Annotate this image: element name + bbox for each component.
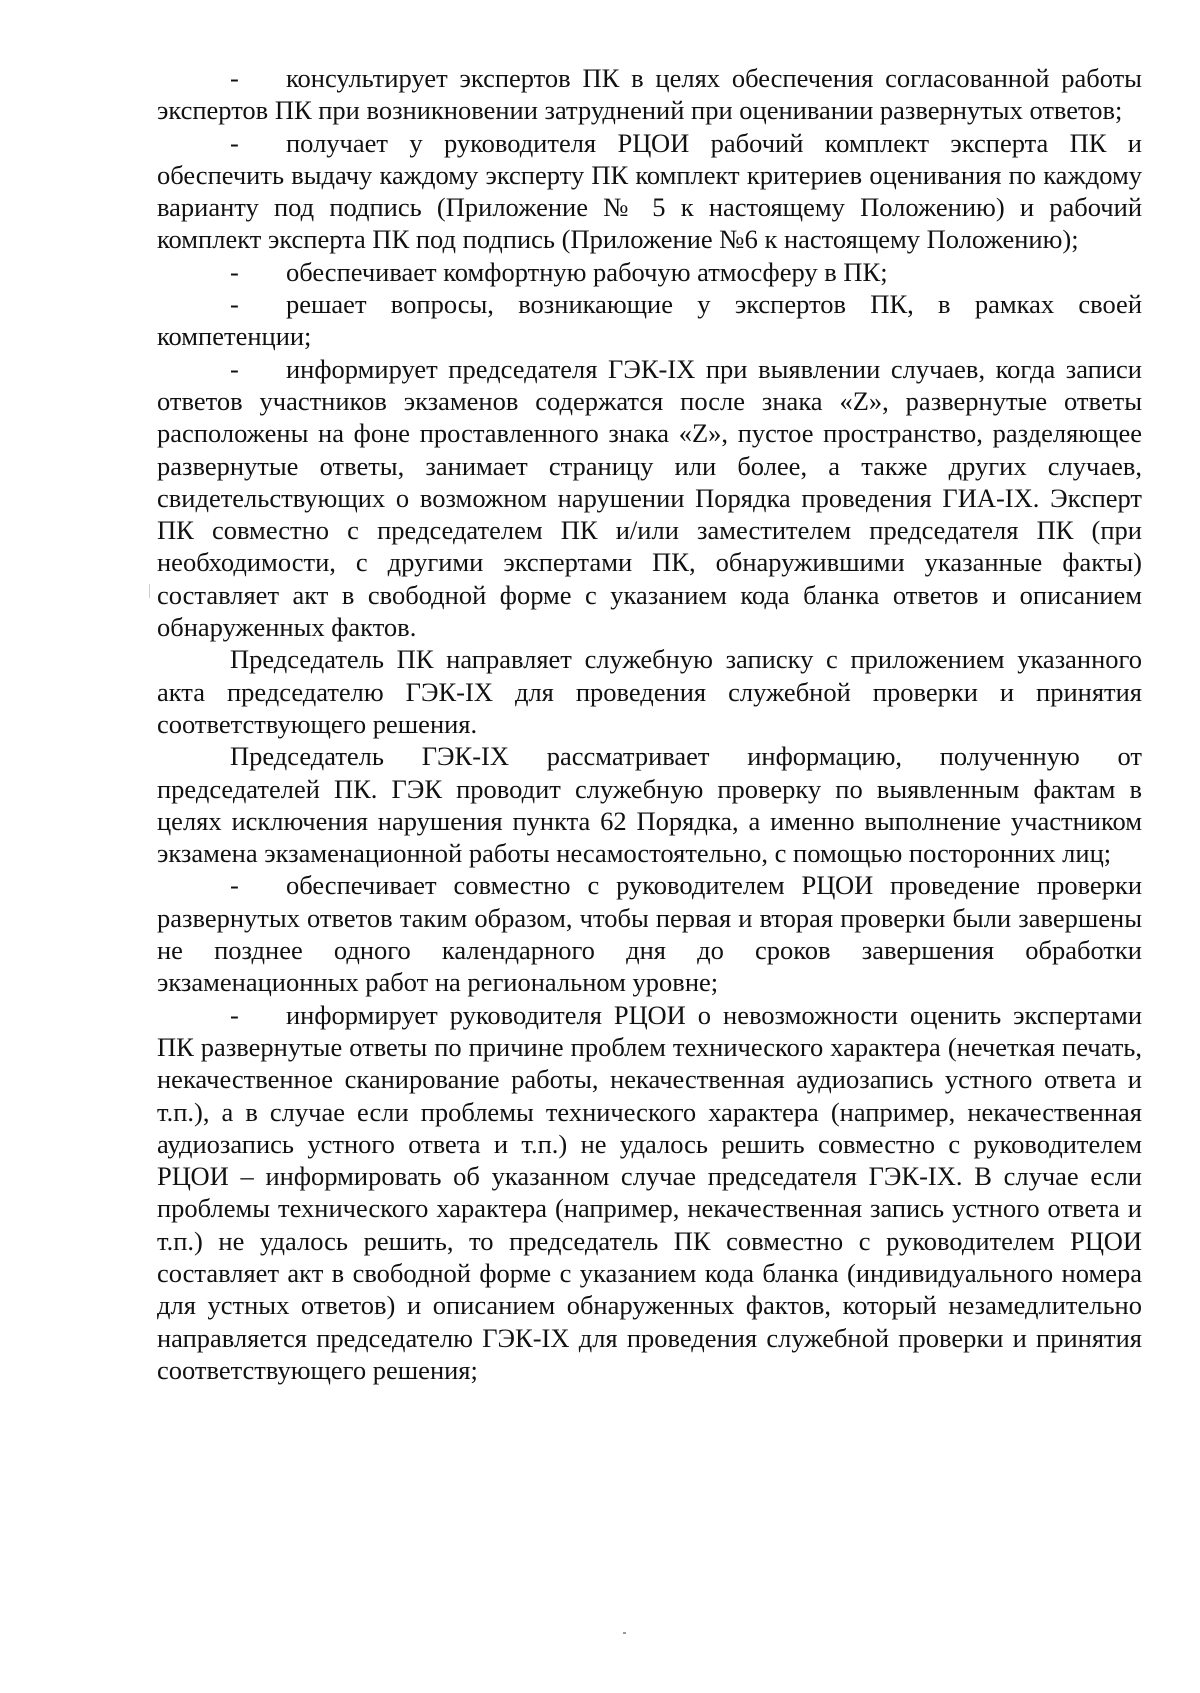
document-body <box>157 62 1142 1386</box>
paragraph-text: Председатель ПК направляет служебную записку с приложением указанного акта председателю ГЭК-IX для проведения служебной проверки и принятия соответствующего решения. <box>157 644 1142 739</box>
paragraph-3 <box>157 256 1142 288</box>
paragraph-7 <box>157 740 1142 869</box>
bullet-dash: - <box>230 127 239 158</box>
bullet-dash: - <box>230 353 239 384</box>
scan-artifact <box>149 584 150 598</box>
paragraph-text: решает вопросы, возникающие у экспертов ПК, в рамках своей компетенции; <box>157 289 1142 352</box>
paragraph-text: информирует председателя ГЭК-IX при выявлении случаев, когда записи ответов участников экзаменов содержатся после знака «Z», развернутые ответы расположены на фоне проставленного знака «Z», пустое пространство, разделяющее развернутые ответы, занимает страницу или более, а также других случаев, свидетельствующих о возможном нарушении Порядка проведения ГИА-IX. Эксперт ПК совместно с председателем ПК и/или заместителем председателя ПК (при необходимости, с другими экспертами ПК, обнаружившими указанные факты) составляет акт в свободной форме с указанием кода бланка ответов и описанием обнаруженных фактов. <box>157 353 1142 643</box>
bullet-dash: - <box>230 256 239 287</box>
paragraph-text: получает у руководителя РЦОИ рабочий комплект эксперта ПК и обеспечить выдачу каждому эксперту ПК комплект критериев оценивания по каждому варианту под подпись (Приложение № 5 к настоящему Положению) и рабочий комплект эксперта ПК под подпись (Приложение №6 к настоящему Положению); <box>157 127 1142 255</box>
paragraph-text: консультирует экспертов ПК в целях обеспечения согласованной работы экспертов ПК при возникновении затруднений при оценивании развернутых ответов; <box>157 63 1142 126</box>
paragraph-2 <box>157 127 1142 256</box>
bullet-dash: - <box>230 289 239 320</box>
paragraph-text: информирует руководителя РЦОИ о невозможности оценить экспертами ПК развернутые ответы по причине проблем технического характера (нечеткая печать, некачественное сканирование работы, некачественная аудиозапись устного ответа и т.п.), а в случае если проблемы технического характера (например, некачественная аудиозапись устного ответа и т.п.) не удалось решить совместно с руководителем РЦОИ – информировать об указанном случае председателя ГЭК-IX. В случае если проблемы технического характера (например, некачественная запись устного ответа и т.п.) не удалось решить, то председатель ПК совместно с руководителем РЦОИ составляет акт в свободной форме с указанием кода бланка (индивидуального номера для устных ответов) и описанием обнаруженных фактов, который незамедлительно направляется председателю ГЭК-IX для проведения служебной проверки и принятия соответствующего решения; <box>157 999 1142 1385</box>
paragraph-4 <box>157 288 1142 353</box>
paragraph-text: обеспечивает комфортную рабочую атмосферу в ПК; <box>286 256 888 287</box>
paragraph-text: обеспечивает совместно с руководителем РЦОИ проведение проверки развернутых ответов таким образом, чтобы первая и вторая проверки были завершены не позднее одного календарного дня до сроков завершения обработки экзаменационных работ на региональном уровне; <box>157 870 1142 998</box>
scan-artifact <box>623 1632 626 1634</box>
paragraph-text: Председатель ГЭК-IX рассматривает информацию, полученную от председателей ПК. ГЭК проводит служебную проверку по выявленным фактам в целях исключения нарушения пункта 62 Порядка, а именно выполнение участником экзамена экзаменационной работы несамостоятельно, с помощью посторонних лиц; <box>157 741 1142 869</box>
bullet-dash: - <box>230 870 239 901</box>
paragraph-1 <box>157 62 1142 127</box>
bullet-dash: - <box>230 63 239 93</box>
paragraph-8 <box>157 869 1142 998</box>
paragraph-6 <box>157 643 1142 740</box>
bullet-dash: - <box>230 999 239 1030</box>
paragraph-9 <box>157 999 1142 1387</box>
paragraph-5 <box>157 353 1142 644</box>
